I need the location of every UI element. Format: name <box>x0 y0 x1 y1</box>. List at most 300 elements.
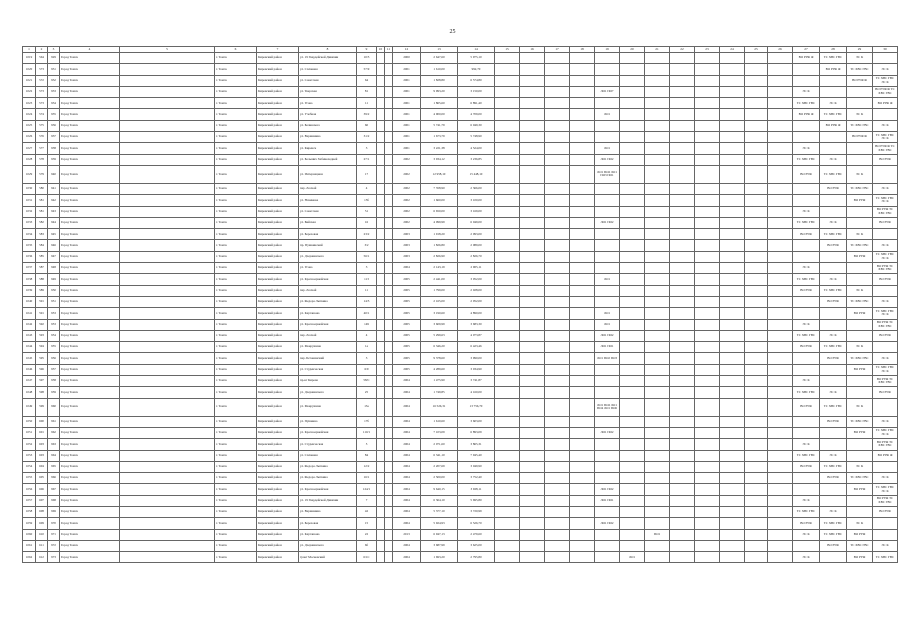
cell-col-6: г. Томск <box>215 342 257 353</box>
cell-col-4: Город Томск <box>60 195 120 206</box>
cell-col-20 <box>620 285 645 296</box>
cell-col-8: ул. Бийская <box>299 217 357 228</box>
cell-col-7: Кировский район <box>257 296 299 307</box>
cell-col-7: Кировский район <box>257 263 299 274</box>
cell-col-4: Город Томск <box>60 240 120 251</box>
cell-col-15 <box>495 86 520 97</box>
cell-col-14: 2 028,00 <box>458 285 495 296</box>
cell-col-27 <box>793 540 820 551</box>
cell-col-25 <box>745 308 768 319</box>
cell-col-9: 3 <box>357 353 377 364</box>
cell-col-21 <box>645 229 670 240</box>
column-number: 30 <box>873 47 898 53</box>
cell-col-14: 2 826,70 <box>458 251 495 262</box>
cell-col-19 <box>595 229 620 240</box>
cell-col-18 <box>570 387 595 398</box>
cell-col-12: 2004 <box>393 552 421 563</box>
cell-col-6: г. Томск <box>215 64 257 75</box>
cell-col-30: ЭС К <box>873 353 898 364</box>
cell-col-9: 16 <box>357 217 377 228</box>
cell-col-29: ВО РУФ Ф <box>847 132 873 143</box>
cell-col-30: ВО РУФ Ф ТС ХВС ГВС <box>873 86 898 97</box>
cell-col-23 <box>695 296 720 307</box>
cell-col-22 <box>670 353 695 364</box>
cell-col-6: г. Томск <box>215 132 257 143</box>
cell-col-13: 2 500,00 <box>421 473 458 484</box>
cell-col-14: 4 524,00 <box>458 143 495 154</box>
cell-col-25 <box>745 53 768 64</box>
cell-col-14: 5 748,90 <box>458 132 495 143</box>
cell-col-13: 1 610,00 <box>421 64 458 75</box>
cell-col-7: Кировский район <box>257 518 299 529</box>
cell-col-8: ул. Сплавная <box>299 450 357 461</box>
cell-col-2: 582 <box>36 217 48 228</box>
cell-col-3: 960 <box>48 398 60 416</box>
cell-col-12: 2004 <box>393 461 421 472</box>
cell-col-5 <box>120 484 215 495</box>
table-row <box>23 217 898 228</box>
cell-col-10 <box>377 53 385 64</box>
column-number: 26 <box>768 47 793 53</box>
cell-col-1: 1031 <box>23 195 36 206</box>
cell-col-30: ЭС К <box>873 120 898 131</box>
cell-col-4: Город Томск <box>60 353 120 364</box>
cell-col-27: ВО РУФ <box>793 461 820 472</box>
cell-col-5 <box>120 183 215 194</box>
cell-col-3: 964 <box>48 450 60 461</box>
cell-col-30: ТС ХВС ГВС <box>873 552 898 563</box>
table-row <box>23 251 898 262</box>
cell-col-27: ТС ХВС ГВС <box>793 154 820 165</box>
cell-col-10 <box>377 506 385 517</box>
cell-col-7: Кировский район <box>257 342 299 353</box>
cell-col-3: 955 <box>48 342 60 353</box>
cell-col-28: ВО РУФ <box>820 416 847 427</box>
cell-col-10 <box>377 132 385 143</box>
cell-col-2: 591 <box>36 296 48 307</box>
cell-col-4: Город Томск <box>60 274 120 285</box>
cell-col-15 <box>495 518 520 529</box>
cell-col-11 <box>385 461 393 472</box>
cell-col-11 <box>385 229 393 240</box>
cell-col-2: 611 <box>36 540 48 551</box>
cell-col-7: Кировский район <box>257 143 299 154</box>
cell-col-3: 950 <box>48 285 60 296</box>
cell-col-6: г. Томск <box>215 240 257 251</box>
cell-col-23 <box>695 308 720 319</box>
cell-col-22 <box>670 552 695 563</box>
cell-col-17 <box>545 439 570 450</box>
cell-col-16 <box>520 529 545 540</box>
cell-col-11 <box>385 319 393 330</box>
cell-col-10 <box>377 319 385 330</box>
cell-col-8: ул. Карташова <box>299 529 357 540</box>
cell-col-20 <box>620 109 645 120</box>
cell-col-22 <box>670 86 695 97</box>
cell-col-9: 5 <box>357 439 377 450</box>
cell-col-24 <box>720 473 745 484</box>
cell-col-20 <box>620 387 645 398</box>
cell-col-1: 1039 <box>23 285 36 296</box>
cell-col-11 <box>385 53 393 64</box>
cell-col-8: пер. Лесной <box>299 285 357 296</box>
cell-col-21 <box>645 427 670 438</box>
cell-col-5 <box>120 75 215 86</box>
cell-col-22 <box>670 450 695 461</box>
cell-col-30: ВО РУФ <box>873 506 898 517</box>
cell-col-1: 1051 <box>23 427 36 438</box>
cell-col-5 <box>120 296 215 307</box>
cell-col-18 <box>570 484 595 495</box>
cell-col-14: 15 448,10 <box>458 165 495 183</box>
cell-col-1: 1038 <box>23 274 36 285</box>
cell-col-11 <box>385 64 393 75</box>
cell-col-3: 967 <box>48 484 60 495</box>
cell-col-13: 2 441,00 <box>421 274 458 285</box>
cell-col-28: ЭС К <box>820 98 847 109</box>
cell-col-29: ТС ХВС ГВС <box>847 240 873 251</box>
cell-col-12: 2003 <box>393 251 421 262</box>
cell-col-26 <box>768 98 793 109</box>
cell-col-14: 3 052,00 <box>458 274 495 285</box>
cell-col-16 <box>520 98 545 109</box>
cell-col-22 <box>670 274 695 285</box>
cell-col-4: Город Томск <box>60 529 120 540</box>
cell-col-12: 2004 <box>393 518 421 529</box>
cell-col-4: Город Томск <box>60 229 120 240</box>
cell-col-17 <box>545 263 570 274</box>
cell-col-8: ул. Белинского <box>299 120 357 131</box>
cell-col-18 <box>570 86 595 97</box>
cell-col-25 <box>745 263 768 274</box>
cell-col-26 <box>768 473 793 484</box>
cell-col-4: Город Томск <box>60 183 120 194</box>
cell-col-24 <box>720 132 745 143</box>
cell-col-29: ЭС К <box>847 398 873 416</box>
cell-col-22 <box>670 217 695 228</box>
cell-col-6: г. Томск <box>215 427 257 438</box>
cell-col-27: ВО РУФ <box>793 398 820 416</box>
cell-col-17 <box>545 206 570 217</box>
cell-col-12: 2001 <box>393 132 421 143</box>
cell-col-6: г. Томск <box>215 364 257 375</box>
cell-col-10 <box>377 484 385 495</box>
cell-col-13: 6 947,13 <box>421 529 458 540</box>
cell-col-3: 941 <box>48 183 60 194</box>
cell-col-15 <box>495 461 520 472</box>
cell-col-8: ул. Советская <box>299 75 357 86</box>
cell-col-28 <box>820 143 847 154</box>
cell-col-19 <box>595 387 620 398</box>
cell-col-24 <box>720 495 745 506</box>
cell-col-1: 1026 <box>23 132 36 143</box>
cell-col-2: 577 <box>36 143 48 154</box>
cell-col-30: ВО РУФ Ф <box>873 98 898 109</box>
cell-col-4: Город Томск <box>60 154 120 165</box>
cell-col-9: 23/2 <box>357 229 377 240</box>
cell-col-18 <box>570 319 595 330</box>
cell-col-4: Город Томск <box>60 206 120 217</box>
cell-col-27 <box>793 75 820 86</box>
cell-col-18 <box>570 53 595 64</box>
cell-col-7: Кировский район <box>257 461 299 472</box>
table-row <box>23 495 898 506</box>
cell-col-2: 606 <box>36 484 48 495</box>
cell-col-18 <box>570 552 595 563</box>
cell-col-22 <box>670 165 695 183</box>
cell-col-24 <box>720 506 745 517</box>
cell-col-5 <box>120 98 215 109</box>
cell-col-23 <box>695 217 720 228</box>
cell-col-16 <box>520 416 545 427</box>
table-row <box>23 473 898 484</box>
cell-col-5 <box>120 120 215 131</box>
table-row <box>23 154 898 165</box>
cell-col-1: 1060 <box>23 529 36 540</box>
cell-col-19 <box>595 376 620 387</box>
column-number: 22 <box>670 47 695 53</box>
cell-col-17 <box>545 319 570 330</box>
cell-col-17 <box>545 217 570 228</box>
cell-col-26 <box>768 376 793 387</box>
cell-col-28: ВО РУФ <box>820 540 847 551</box>
cell-col-10 <box>377 427 385 438</box>
cell-col-22 <box>670 319 695 330</box>
cell-col-25 <box>745 132 768 143</box>
cell-col-14: 3 625,00 <box>458 540 495 551</box>
cell-col-28: ТС ХВС ГВС <box>820 529 847 540</box>
cell-col-25 <box>745 195 768 206</box>
cell-col-12: 2003 <box>393 229 421 240</box>
cell-col-1: 1029 <box>23 165 36 183</box>
cell-col-29: ЭС К <box>847 165 873 183</box>
table-row <box>23 98 898 109</box>
cell-col-5 <box>120 529 215 540</box>
cell-col-13: 1 693,20 <box>421 552 458 563</box>
cell-col-4: Город Томск <box>60 319 120 330</box>
cell-col-27 <box>793 484 820 495</box>
cell-col-19: ЛО1 ПО2 <box>595 217 620 228</box>
cell-col-9: 6/9 <box>357 364 377 375</box>
cell-col-7: Кировский район <box>257 240 299 251</box>
cell-col-15 <box>495 263 520 274</box>
cell-col-8: ул. Студенческая <box>299 364 357 375</box>
cell-col-13: 6 346,20 <box>421 342 458 353</box>
cell-col-8: ул. Красноармейская <box>299 427 357 438</box>
cell-col-20 <box>620 75 645 86</box>
cell-col-14: 2 479,60 <box>458 529 495 540</box>
cell-col-6: г. Томск <box>215 206 257 217</box>
cell-col-1: 1034 <box>23 229 36 240</box>
column-number: 17 <box>545 47 570 53</box>
cell-col-22 <box>670 376 695 387</box>
cell-col-21 <box>645 86 670 97</box>
table-row <box>23 240 898 251</box>
cell-col-27: ЭС К <box>793 319 820 330</box>
cell-col-22 <box>670 529 695 540</box>
cell-col-25 <box>745 165 768 183</box>
cell-col-7: Кировский район <box>257 552 299 563</box>
cell-col-21 <box>645 120 670 131</box>
cell-col-13: 1 918,20 <box>421 229 458 240</box>
cell-col-9: 64 <box>357 75 377 86</box>
cell-col-4: Город Томск <box>60 98 120 109</box>
cell-col-7: Кировский район <box>257 484 299 495</box>
table-row <box>23 552 898 563</box>
cell-col-11 <box>385 296 393 307</box>
cell-col-1: 1056 <box>23 484 36 495</box>
cell-col-9: 60 <box>357 120 377 131</box>
cell-col-4: Город Томск <box>60 296 120 307</box>
cell-col-16 <box>520 540 545 551</box>
cell-col-17 <box>545 274 570 285</box>
cell-col-15 <box>495 387 520 398</box>
cell-col-23 <box>695 206 720 217</box>
cell-col-3: 948 <box>48 263 60 274</box>
cell-col-20 <box>620 450 645 461</box>
cell-col-14: 5 695,80 <box>458 495 495 506</box>
cell-col-15 <box>495 195 520 206</box>
cell-col-18 <box>570 353 595 364</box>
cell-col-10 <box>377 195 385 206</box>
cell-col-5 <box>120 154 215 165</box>
cell-col-2: 592 <box>36 319 48 330</box>
cell-col-19 <box>595 120 620 131</box>
cell-col-11 <box>385 398 393 416</box>
cell-col-12: 2004 <box>393 427 421 438</box>
cell-col-7: Кировский район <box>257 274 299 285</box>
cell-col-30 <box>873 109 898 120</box>
cell-col-2: 578 <box>36 154 48 165</box>
cell-col-20 <box>620 473 645 484</box>
cell-col-13: 5 299,63 <box>421 330 458 341</box>
cell-col-11 <box>385 330 393 341</box>
cell-col-17 <box>545 296 570 307</box>
cell-col-28: ЭС К <box>820 217 847 228</box>
cell-col-15 <box>495 183 520 194</box>
cell-col-26 <box>768 450 793 461</box>
cell-col-29: ТС ХВС ГВС <box>847 296 873 307</box>
cell-col-10 <box>377 251 385 262</box>
cell-col-22 <box>670 98 695 109</box>
cell-col-14: 4 160,00 <box>458 387 495 398</box>
cell-col-15 <box>495 439 520 450</box>
cell-col-3: 966 <box>48 473 60 484</box>
cell-col-16 <box>520 342 545 353</box>
cell-col-12: 2004 <box>393 450 421 461</box>
cell-col-8: ул. Вершинина <box>299 132 357 143</box>
cell-col-16 <box>520 251 545 262</box>
cell-col-12: 2005 <box>393 319 421 330</box>
cell-col-8: ул. Студенческая <box>299 439 357 450</box>
cell-col-2: 574 <box>36 109 48 120</box>
cell-col-2: 588 <box>36 274 48 285</box>
cell-col-14: 2 089,00 <box>458 240 495 251</box>
cell-col-20 <box>620 120 645 131</box>
cell-col-18 <box>570 251 595 262</box>
cell-col-26 <box>768 86 793 97</box>
column-number: 10 <box>377 47 385 53</box>
cell-col-30 <box>873 529 898 540</box>
cell-col-23 <box>695 98 720 109</box>
cell-col-6: г. Томск <box>215 439 257 450</box>
cell-col-3: 956 <box>48 353 60 364</box>
cell-col-7: Кировский район <box>257 165 299 183</box>
cell-col-20 <box>620 495 645 506</box>
cell-col-1: 1040 <box>23 296 36 307</box>
cell-col-15 <box>495 120 520 131</box>
cell-col-5 <box>120 473 215 484</box>
cell-col-23 <box>695 263 720 274</box>
cell-col-25 <box>745 364 768 375</box>
cell-col-27: ВО РУФ Ф <box>793 109 820 120</box>
cell-col-28 <box>820 427 847 438</box>
table-row <box>23 364 898 375</box>
cell-col-5 <box>120 518 215 529</box>
cell-col-17 <box>545 109 570 120</box>
cell-col-21 <box>645 64 670 75</box>
column-number: 19 <box>595 47 620 53</box>
cell-col-29: ТС ХВС ГВС <box>847 120 873 131</box>
cell-col-30: ТС ХВС ГВС ЭС К <box>873 251 898 262</box>
cell-col-19 <box>595 285 620 296</box>
cell-col-11 <box>385 206 393 217</box>
table-row <box>23 439 898 450</box>
cell-col-12: 2005 <box>393 342 421 353</box>
cell-col-11 <box>385 308 393 319</box>
cell-col-7: Кировский район <box>257 319 299 330</box>
cell-col-14: 6 891,40 <box>458 98 495 109</box>
cell-col-16 <box>520 296 545 307</box>
cell-col-1: 1021 <box>23 75 36 86</box>
cell-col-2: 573 <box>36 86 48 97</box>
cell-col-11 <box>385 376 393 387</box>
cell-col-10 <box>377 86 385 97</box>
cell-col-5 <box>120 427 215 438</box>
cell-col-11 <box>385 274 393 285</box>
cell-col-29 <box>847 98 873 109</box>
cell-col-14: 6 893,09 <box>458 427 495 438</box>
cell-col-8: ул. Тверская <box>299 86 357 97</box>
cell-col-11 <box>385 540 393 551</box>
cell-col-15 <box>495 217 520 228</box>
cell-col-9: 15 <box>357 518 377 529</box>
cell-col-26 <box>768 308 793 319</box>
cell-col-3: 943 <box>48 206 60 217</box>
cell-col-13: 9 993,20 <box>421 86 458 97</box>
cell-col-17 <box>545 86 570 97</box>
cell-col-16 <box>520 217 545 228</box>
cell-col-28: ВО РУФ <box>820 240 847 251</box>
cell-col-4: Город Томск <box>60 342 120 353</box>
cell-col-28 <box>820 484 847 495</box>
cell-col-24 <box>720 484 745 495</box>
cell-col-18 <box>570 154 595 165</box>
cell-col-15 <box>495 376 520 387</box>
cell-col-23 <box>695 75 720 86</box>
cell-col-18 <box>570 120 595 131</box>
cell-col-6: г. Томск <box>215 552 257 563</box>
cell-col-16 <box>520 274 545 285</box>
cell-col-15 <box>495 319 520 330</box>
cell-col-26 <box>768 274 793 285</box>
cell-col-20 <box>620 439 645 450</box>
cell-col-29 <box>847 450 873 461</box>
cell-col-15 <box>495 75 520 86</box>
cell-col-1: 1035 <box>23 240 36 251</box>
cell-col-29: ЭС К <box>847 461 873 472</box>
table-row <box>23 263 898 274</box>
